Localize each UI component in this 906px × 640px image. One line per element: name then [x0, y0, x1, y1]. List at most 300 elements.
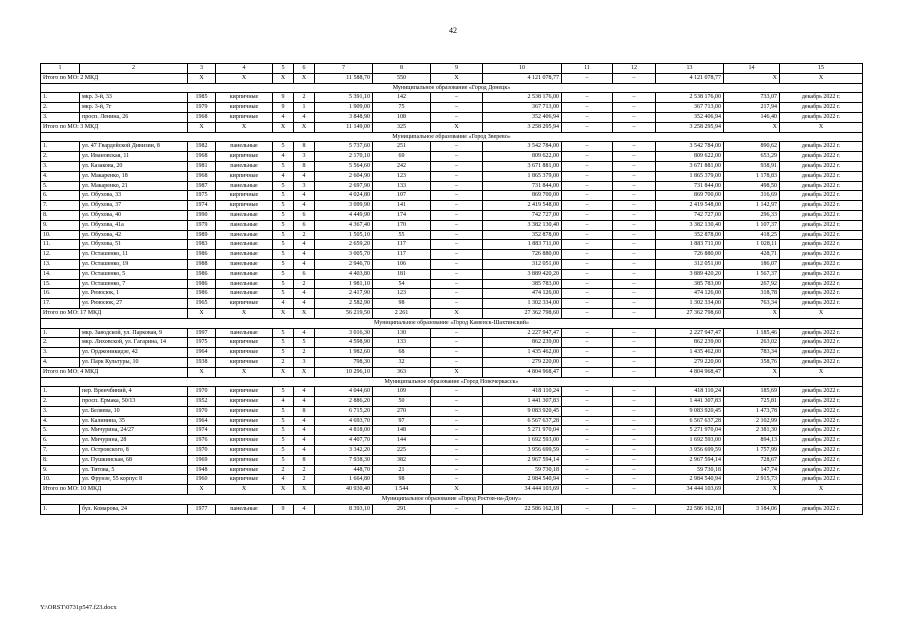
table-cell: декабрь 2022 г. [780, 250, 863, 260]
table-cell: 4 [294, 446, 315, 456]
table-cell: – [431, 93, 483, 103]
table-cell: 1968 [188, 171, 216, 181]
table-cell: – [613, 465, 656, 475]
table-cell: – [613, 269, 656, 279]
table-cell: 291 [373, 504, 431, 514]
column-number: 14 [724, 64, 780, 74]
table-cell: 2 697,90 [315, 181, 373, 191]
table-cell: 147,74 [724, 465, 780, 475]
table-cell: 4 [273, 397, 294, 407]
table-cell: 142 [373, 93, 431, 103]
table-cell: 1 178,83 [724, 171, 780, 181]
table-cell: декабрь 2022 г. [780, 279, 863, 289]
table-cell: 2 [294, 230, 315, 240]
table-cell: – [613, 436, 656, 446]
table-cell: 279 220,00 [483, 357, 562, 367]
table-cell: 4. [41, 171, 80, 181]
table-cell: кирпичные [216, 93, 273, 103]
column-number: 3 [188, 64, 216, 74]
table-cell: – [613, 181, 656, 191]
table-cell: декабрь 2022 г. [780, 230, 863, 240]
table-cell: 5 [273, 279, 294, 289]
table-cell: 6. [41, 191, 80, 201]
table-cell: 225 [373, 446, 431, 456]
table-cell: 8 [294, 455, 315, 465]
subtotal-cell: – [613, 122, 656, 132]
table-cell: – [613, 299, 656, 309]
table-cell: 2 604,90 [315, 171, 373, 181]
table-cell: – [562, 436, 613, 446]
municipality-title: Муниципальное образование «Город Каменск-Шахтинский» [41, 318, 863, 328]
table-cell: 869 700,00 [483, 191, 562, 201]
table-cell: 130 [373, 328, 431, 338]
table-cell: – [431, 338, 483, 348]
table-cell: – [431, 269, 483, 279]
table-cell: ул. Осташенко, 7 [80, 279, 188, 289]
subtotal-cell: 4 804 968,47 [656, 367, 724, 377]
subtotal-cell: X [780, 367, 863, 377]
table-cell: 733,07 [724, 93, 780, 103]
table-cell: 862 239,00 [656, 338, 724, 348]
table-row [41, 446, 863, 456]
table-cell: 4 [294, 289, 315, 299]
table-cell: ул. Калинина, 35 [80, 416, 188, 426]
column-number: 11 [562, 64, 613, 74]
table-cell: – [613, 210, 656, 220]
table-cell: 1. [41, 142, 80, 152]
table-cell: 15. [41, 279, 80, 289]
table-cell: 4 407,70 [315, 436, 373, 446]
table-cell: – [613, 406, 656, 416]
table-cell: 4 [294, 504, 315, 514]
subtotal-label: Итого по МО: 17 МКД [41, 308, 188, 318]
table-cell: 1 [294, 103, 315, 113]
table-cell: – [431, 191, 483, 201]
table-cell: кирпичные [216, 201, 273, 211]
table-cell: 5 [273, 201, 294, 211]
table-row [41, 338, 863, 348]
table-cell: 1. [41, 93, 80, 103]
table-cell: – [562, 269, 613, 279]
subtotal-cell: – [613, 367, 656, 377]
table-cell: 725,81 [724, 397, 780, 407]
table-cell: 8. [41, 210, 80, 220]
table-cell: 358,76 [724, 357, 780, 367]
subtotal-cell: X [294, 73, 315, 83]
table-cell: 731 844,00 [483, 181, 562, 191]
table-cell: 1 505,10 [315, 230, 373, 240]
table-cell: мкр. Заводской, ул. Парковая, 9 [80, 328, 188, 338]
table-cell: – [431, 387, 483, 397]
table-cell: панельные [216, 181, 273, 191]
table-cell: 3. [41, 112, 80, 122]
table-cell: декабрь 2022 г. [780, 455, 863, 465]
subtotal-cell: – [562, 122, 613, 132]
subtotal-cell: X [273, 308, 294, 318]
table-cell: декабрь 2022 г. [780, 171, 863, 181]
table-cell: 55 [373, 230, 431, 240]
table-cell: 109 [373, 387, 431, 397]
table-cell: – [613, 103, 656, 113]
table-cell: декабрь 2022 г. [780, 328, 863, 338]
column-number: 1 [41, 64, 80, 74]
table-cell: 186,07 [724, 259, 780, 269]
subtotal-cell: X [294, 367, 315, 377]
table-cell: 382 [373, 455, 431, 465]
table-cell: декабрь 2022 г. [780, 475, 863, 485]
table-cell: ул. Обухова, 51 [80, 240, 188, 250]
table-cell: – [613, 93, 656, 103]
subtotal-cell: X [188, 367, 216, 377]
table-cell: 5 [273, 250, 294, 260]
table-cell: 4 598,90 [315, 338, 373, 348]
table-cell: 1975 [188, 191, 216, 201]
table-cell: 1986 [188, 250, 216, 260]
table-cell: 763,34 [724, 299, 780, 309]
table-cell: – [613, 171, 656, 181]
table-cell: декабрь 2022 г. [780, 406, 863, 416]
table-cell: декабрь 2022 г. [780, 201, 863, 211]
subtotal-cell: 4 804 968,47 [483, 367, 562, 377]
table-row [41, 416, 863, 426]
table-cell: 1 883 711,00 [483, 240, 562, 250]
table-cell: – [613, 259, 656, 269]
table-cell: 3 671 881,00 [483, 161, 562, 171]
table-cell: 1 883 711,00 [656, 240, 724, 250]
table-cell: 1948 [188, 465, 216, 475]
table-cell: 1979 [188, 220, 216, 230]
subtotal-cell: X [294, 122, 315, 132]
table-row [41, 103, 863, 113]
table-cell: 1 981,10 [315, 279, 373, 289]
table-cell: – [562, 201, 613, 211]
table-cell: 2 227 947,47 [483, 328, 562, 338]
table-cell: – [562, 112, 613, 122]
subtotal-label: Итого по МО: 4 МКД [41, 367, 188, 377]
table-cell: 1 692 593,00 [656, 436, 724, 446]
table-cell: кирпичные [216, 475, 273, 485]
table-cell: 5 [273, 210, 294, 220]
table-cell: 862 239,00 [483, 338, 562, 348]
table-cell: мкр. 3-й, 7г [80, 103, 188, 113]
table-cell: 4 [273, 475, 294, 485]
table-row [41, 406, 863, 416]
table-cell: ул. Макаренко, 18 [80, 171, 188, 181]
table-row [41, 250, 863, 260]
table-cell: – [562, 289, 613, 299]
subtotal-cell: 4 121 078,77 [483, 73, 562, 83]
table-cell: кирпичные [216, 387, 273, 397]
table-cell: 59 730,18 [483, 465, 562, 475]
table-cell: – [431, 397, 483, 407]
column-number: 12 [613, 64, 656, 74]
table-cell: 181 [373, 269, 431, 279]
table-cell: – [431, 279, 483, 289]
table-cell: ул. Фрунзе, 55 корпус 8 [80, 475, 188, 485]
table-cell: 352 878,00 [656, 230, 724, 240]
table-cell: – [613, 112, 656, 122]
table-cell: 22 586 162,18 [483, 504, 562, 514]
column-number: 6 [294, 64, 315, 74]
table-cell: декабрь 2022 г. [780, 112, 863, 122]
table-row [41, 397, 863, 407]
table-cell: бул. Комарова, 24 [80, 504, 188, 514]
table-cell: 3 [294, 181, 315, 191]
municipality-title: Муниципальное образование «Город Новочеркасск» [41, 377, 863, 387]
subtotal-cell: X [294, 485, 315, 495]
table-cell: – [562, 279, 613, 289]
table-cell: 4 [294, 191, 315, 201]
table-cell: – [431, 436, 483, 446]
subtotal-cell: 11 588,70 [315, 73, 373, 83]
table-cell: декабрь 2022 г. [780, 289, 863, 299]
subtotal-cell: 2 261 [373, 308, 431, 318]
table-cell: 22 586 162,18 [656, 504, 724, 514]
table-cell: 1968 [188, 112, 216, 122]
table-cell: – [613, 475, 656, 485]
table-cell: 1 441 307,83 [656, 397, 724, 407]
table-cell: декабрь 2022 г. [780, 93, 863, 103]
table-cell: 1 664,80 [315, 475, 373, 485]
table-cell: 2 967 594,14 [483, 455, 562, 465]
table-cell: – [431, 357, 483, 367]
table-cell: 4 [273, 112, 294, 122]
table-cell: панельные [216, 504, 273, 514]
table-cell: 4 [273, 171, 294, 181]
table-cell: 251 [373, 142, 431, 152]
table-row [41, 240, 863, 250]
table-cell: 1977 [188, 504, 216, 514]
table-cell: 3 956 699,59 [483, 446, 562, 456]
table-cell: 1987 [188, 181, 216, 191]
table-cell: 5 271 970,04 [656, 426, 724, 436]
table-cell: – [613, 416, 656, 426]
subtotal-cell: X [216, 122, 273, 132]
table-cell: – [431, 465, 483, 475]
table-cell: 385 783,00 [656, 279, 724, 289]
table-cell: 270 [373, 406, 431, 416]
table-cell: 3 005,70 [315, 250, 373, 260]
table-cell: кирпичные [216, 103, 273, 113]
table-cell: кирпичные [216, 446, 273, 456]
table-cell: – [562, 416, 613, 426]
subtotal-cell: X [273, 485, 294, 495]
table-cell: 10. [41, 475, 80, 485]
table-cell: 21 [373, 465, 431, 475]
table-cell: кирпичные [216, 436, 273, 446]
table-row [41, 161, 863, 171]
table-cell: декабрь 2022 г. [780, 416, 863, 426]
subtotal-cell: X [294, 308, 315, 318]
subtotal-cell: 27 362 798,60 [656, 308, 724, 318]
table-row [41, 387, 863, 397]
table-cell: – [562, 475, 613, 485]
table-cell: 68 [373, 348, 431, 358]
subtotal-cell: X [188, 122, 216, 132]
table-row [41, 475, 863, 485]
table-cell: 4 [273, 299, 294, 309]
table-cell: ул. Ивановская, 11 [80, 152, 188, 162]
table-cell: 1989 [188, 230, 216, 240]
table-cell: 148 [373, 426, 431, 436]
table-row [41, 269, 863, 279]
table-cell: 4 [294, 397, 315, 407]
table-cell: 1964 [188, 416, 216, 426]
table-cell: – [431, 181, 483, 191]
table-cell: – [613, 455, 656, 465]
table-cell: 2 419 548,00 [656, 201, 724, 211]
table-cell: 2 659,20 [315, 240, 373, 250]
table-cell: 1. [41, 328, 80, 338]
subtotal-cell: X [724, 367, 780, 377]
table-cell: 1952 [188, 397, 216, 407]
table-cell: декабрь 2022 г. [780, 465, 863, 475]
table-cell: 1985 [188, 93, 216, 103]
table-cell: 5 737,60 [315, 142, 373, 152]
subtotal-cell: X [431, 485, 483, 495]
table-cell: 938,91 [724, 161, 780, 171]
table-cell: – [562, 142, 613, 152]
subtotal-cell: 10 296,10 [315, 367, 373, 377]
table-cell: 2 538 176,00 [656, 93, 724, 103]
table-cell: мкр. 3-й, 33 [80, 93, 188, 103]
table-cell: 2 886,20 [315, 397, 373, 407]
table-cell: 1938 [188, 357, 216, 367]
table-cell: 726 880,00 [483, 250, 562, 260]
table-cell: 242 [373, 161, 431, 171]
subtotal-cell: X [216, 367, 273, 377]
subtotal-cell: X [431, 308, 483, 318]
table-cell: – [562, 181, 613, 191]
table-cell: 5. [41, 181, 80, 191]
table-cell: 5 [273, 328, 294, 338]
table-cell: 5 [273, 289, 294, 299]
subtotal-row [41, 308, 863, 318]
table-cell: 59 730,18 [656, 465, 724, 475]
table-row [41, 171, 863, 181]
table-cell: 4 [294, 426, 315, 436]
table-cell: 316,69 [724, 191, 780, 201]
table-cell: 11. [41, 240, 80, 250]
table-cell: 106 [373, 259, 431, 269]
table-cell: декабрь 2022 г. [780, 269, 863, 279]
table-cell: 2 946,70 [315, 259, 373, 269]
subtotal-cell: – [613, 73, 656, 83]
table-cell: 1 567,37 [724, 269, 780, 279]
table-cell: 141 [373, 201, 431, 211]
table-cell: 3 [294, 152, 315, 162]
table-cell: 3 889 420,20 [483, 269, 562, 279]
table-cell: 4 [294, 387, 315, 397]
subtotal-cell: X [188, 308, 216, 318]
table-cell: 5 [273, 142, 294, 152]
table-cell: 5 391,10 [315, 93, 373, 103]
table-cell: 1981 [188, 161, 216, 171]
subtotal-cell: X [216, 485, 273, 495]
table-cell: 3. [41, 161, 80, 171]
table-cell: кирпичные [216, 465, 273, 475]
table-cell: 263,02 [724, 338, 780, 348]
table-cell: 4 [294, 436, 315, 446]
table-cell: – [613, 426, 656, 436]
table-cell: 5 [273, 191, 294, 201]
table-cell: – [431, 455, 483, 465]
table-cell: панельные [216, 142, 273, 152]
table-cell: декабрь 2022 г. [780, 103, 863, 113]
table-cell: – [562, 446, 613, 456]
table-cell: 2 984 540,94 [483, 475, 562, 485]
table-cell: 69 [373, 152, 431, 162]
table-cell: декабрь 2022 г. [780, 210, 863, 220]
table-cell: 5 [273, 230, 294, 240]
table-cell: 7. [41, 446, 80, 456]
table-cell: панельные [216, 279, 273, 289]
table-cell: ул. Осташенко, 19 [80, 259, 188, 269]
table-cell: 6 [294, 269, 315, 279]
table-cell: 3 382 130,40 [483, 220, 562, 230]
table-cell: 9 [273, 103, 294, 113]
table-cell: – [562, 397, 613, 407]
table-cell: 869 700,00 [656, 191, 724, 201]
table-row [41, 348, 863, 358]
table-cell: 2 [294, 475, 315, 485]
table-cell: декабрь 2022 г. [780, 191, 863, 201]
table-cell: 9 083 920,45 [483, 406, 562, 416]
subtotal-cell: 34 444 103,69 [656, 485, 724, 495]
table-cell: 1. [41, 504, 80, 514]
table-cell: 2 967 594,14 [656, 455, 724, 465]
subtotal-row [41, 73, 863, 83]
table-cell: декабрь 2022 г. [780, 387, 863, 397]
subtotal-cell: X [780, 485, 863, 495]
file-path-footer: Y:\ORST\0731p547.f23.docx [40, 604, 117, 611]
table-cell: 385 783,00 [483, 279, 562, 289]
table-cell: 217,94 [724, 103, 780, 113]
table-cell: 4 367,40 [315, 220, 373, 230]
table-cell: 2. [41, 397, 80, 407]
table-cell: мкр. Лиховской, ул. Гагарина, 14 [80, 338, 188, 348]
table-row [41, 465, 863, 475]
table-cell: кирпичные [216, 299, 273, 309]
table-row [41, 201, 863, 211]
table-cell: 1965 [188, 299, 216, 309]
table-cell: 9. [41, 220, 80, 230]
table-cell: декабрь 2022 г. [780, 161, 863, 171]
table-cell: – [431, 103, 483, 113]
municipality-section-row [41, 495, 863, 505]
table-cell: просп. Ленина, 26 [80, 112, 188, 122]
table-cell: 117 [373, 250, 431, 260]
table-cell: ул. Макаренко, 21 [80, 181, 188, 191]
table-row [41, 259, 863, 269]
table-cell: кирпичные [216, 426, 273, 436]
table-cell: 3 016,30 [315, 328, 373, 338]
table-cell: – [431, 220, 483, 230]
table-cell: 1970 [188, 446, 216, 456]
table-cell: 1 692 593,00 [483, 436, 562, 446]
table-cell: 267,92 [724, 279, 780, 289]
table-cell: 809 622,00 [656, 152, 724, 162]
table-cell: – [431, 426, 483, 436]
table-cell: – [431, 328, 483, 338]
subtotal-cell: 40 930,40 [315, 485, 373, 495]
table-cell: 731 844,00 [656, 181, 724, 191]
table-row [41, 504, 863, 514]
table-cell: – [431, 289, 483, 299]
table-cell: панельные [216, 210, 273, 220]
table-row [41, 279, 863, 289]
table-cell: 418,25 [724, 230, 780, 240]
